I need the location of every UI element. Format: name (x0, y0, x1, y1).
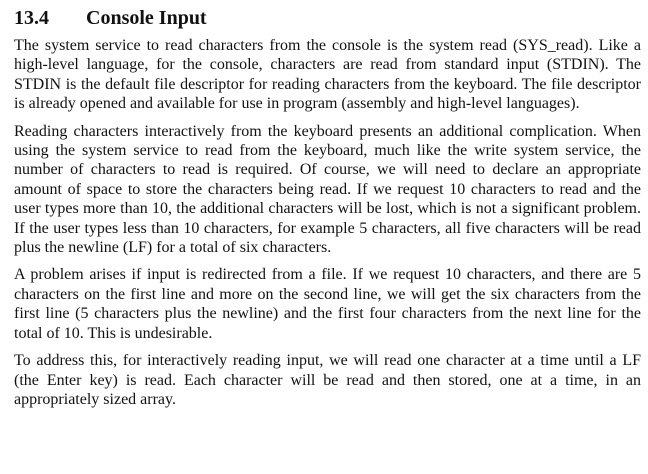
paragraph-solution: To address this, for interactively reading input, we will read one character at a time until a LF (the Enter key) is read. Each character will be read and then stored, one at a time, in an appropriately sized array. (14, 352, 641, 408)
paragraph-stdin-intro: The system service to read characters from the console is the system read (SYS_read). Like a high-level language, for the console, characters are read from standard input (STDIN). The STDIN is the default file descriptor for reading characters from the keyboard. The file descriptor is already opened and available for use in program (assembly and high-level languages). (14, 37, 641, 113)
document-page (14, 5, 641, 417)
paragraph-interactive-reading: Reading characters interactively from the keyboard presents an additional complication. When using the system service to read from the keyboard, much like the write system service, the number of characters to read is required. Of course, we will need to declare an appropriate amount of space to store the characters being read. If we request 10 characters to read and the user types more than 10, the additional characters will be lost, which is not a significant problem. If the user types less than 10 characters, for example 5 characters, all five characters will be read plus the newline (LF) for a total of six characters. (14, 122, 641, 257)
paragraph-redirect-problem: A problem arises if input is redirected from a file. If we request 10 characters, and there are 5 characters on the first line and more on the second line, we will get the six characters from the first line (5 characters plus the newline) and the first four characters from the next line for the total of 10. This is undesirable. (14, 266, 641, 342)
section-number: 13.4 (14, 7, 49, 29)
section-heading (14, 5, 641, 31)
section-title: Console Input (86, 7, 207, 29)
